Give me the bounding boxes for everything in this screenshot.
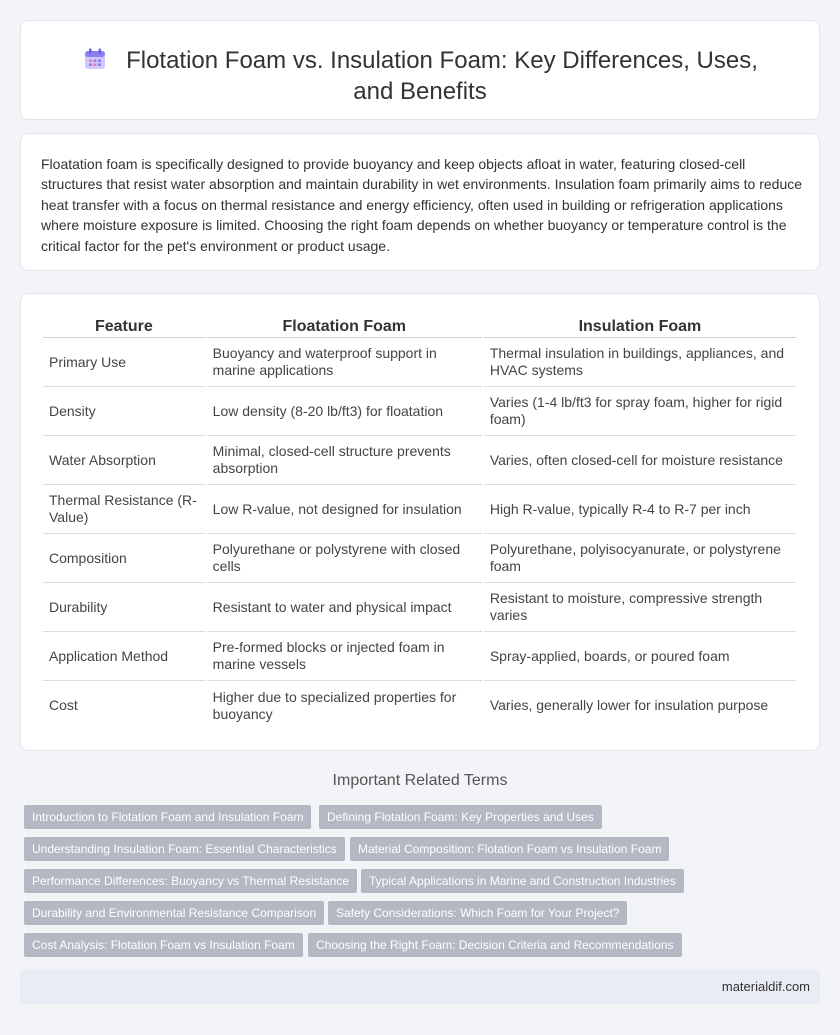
table-row — [43, 632, 796, 681]
table-cell: Minimal, closed-cell structure prevents absorption — [207, 436, 482, 485]
comparison-table — [41, 316, 798, 730]
table-cell: Pre-formed blocks or injected foam in marine vessels — [207, 632, 482, 681]
table-row — [43, 338, 796, 387]
table-row — [43, 387, 796, 436]
table-cell: Varies (1-4 lb/ft3 for spray foam, higher for rigid foam) — [484, 387, 796, 436]
comparison-table-card — [20, 293, 820, 751]
table-cell: Durability — [43, 583, 205, 632]
related-term-tag[interactable]: Performance Differences: Buoyancy vs Thermal Resistance — [24, 869, 357, 893]
page-title: Flotation Foam vs. Insulation Foam: Key Differences, Uses, and Benefits — [126, 47, 758, 105]
header-card — [20, 20, 820, 120]
table-row — [43, 436, 796, 485]
table-cell: Varies, often closed-cell for moisture resistance — [484, 436, 796, 485]
table-cell: Low density (8-20 lb/ft3) for floatation — [207, 387, 482, 436]
related-term-tag[interactable]: Choosing the Right Foam: Decision Criteria and Recommendations — [308, 933, 682, 957]
table-cell: Cost — [49, 697, 78, 713]
table-cell: Composition — [43, 534, 205, 583]
table-cell: Varies, generally lower for insulation purpose — [489, 697, 769, 713]
table-cell: Resistant to moisture, compressive strength varies — [484, 583, 796, 632]
table-cell: Application Method — [43, 632, 205, 681]
related-term-tag[interactable]: Typical Applications in Marine and Construction Industries — [361, 869, 684, 893]
intro-paragraph: Floatation foam is specifically designed to provide buoyancy and keep objects afloat in water, featuring closed-cell structures that resist water absorption and maintain durability in wet environments. Insulation foam primarily aims to reduce heat transfer with a focus on thermal resistance and energy efficiency, often used in building or refrigeration applications where moisture exposure is limited. Choosing the right foam depends on whether buoyancy or temperature control is the critical factor for the pet's environment or product usage. — [41, 156, 803, 254]
related-term-tag[interactable]: Durability and Environmental Resistance Comparison — [24, 901, 324, 925]
related-term-tag[interactable]: Material Composition: Flotation Foam vs Insulation Foam — [350, 837, 669, 861]
intro-card — [20, 133, 820, 271]
table-cell: Polyurethane, polyisocyanurate, or polystyrene foam — [484, 534, 796, 583]
table-cell: Thermal insulation in buildings, appliances, and HVAC systems — [484, 338, 796, 387]
related-term-tag[interactable]: Cost Analysis: Flotation Foam vs Insulation Foam — [24, 933, 303, 957]
table-cell: Low R-value, not designed for insulation — [207, 485, 482, 534]
table-row — [43, 583, 796, 632]
related-term-tag[interactable]: Introduction to Flotation Foam and Insulation Foam — [24, 805, 311, 829]
related-terms-heading: Important Related Terms — [332, 772, 508, 789]
header-feature: Feature — [43, 316, 205, 338]
related-term-tag[interactable]: Defining Flotation Foam: Key Properties and Uses — [319, 805, 602, 829]
table-cell: High R-value, typically R-4 to R-7 per inch — [484, 485, 796, 534]
table-cell: Primary Use — [43, 338, 205, 387]
table-cell: Water Absorption — [43, 436, 205, 485]
table-cell: Thermal Resistance (R-Value) — [43, 485, 205, 534]
table-cell: Higher due to specialized properties for buoyancy — [212, 688, 457, 722]
table-cell: Resistant to water and physical impact — [207, 583, 482, 632]
header-insulation-foam: Insulation Foam — [484, 316, 796, 338]
table-cell: Spray-applied, boards, or poured foam — [484, 632, 796, 681]
table-cell: Density — [43, 387, 205, 436]
title-wrap — [61, 45, 779, 107]
table-row — [43, 534, 796, 583]
table-row — [43, 681, 796, 730]
related-term-tag[interactable]: Understanding Insulation Foam: Essential Characteristics — [24, 837, 345, 861]
table-cell: Polyurethane or polystyrene with closed cells — [207, 534, 482, 583]
footer — [20, 970, 820, 1004]
calendar-icon — [82, 48, 108, 70]
site-link[interactable]: materialdif.com — [721, 979, 810, 994]
table-cell: Buoyancy and waterproof support in marine applications — [207, 338, 482, 387]
header-floatation-foam: Floatation Foam — [207, 316, 482, 338]
table-row — [43, 485, 796, 534]
related-term-tag[interactable]: Safety Considerations: Which Foam for Your Project? — [328, 901, 627, 925]
table-header-row — [43, 316, 796, 338]
